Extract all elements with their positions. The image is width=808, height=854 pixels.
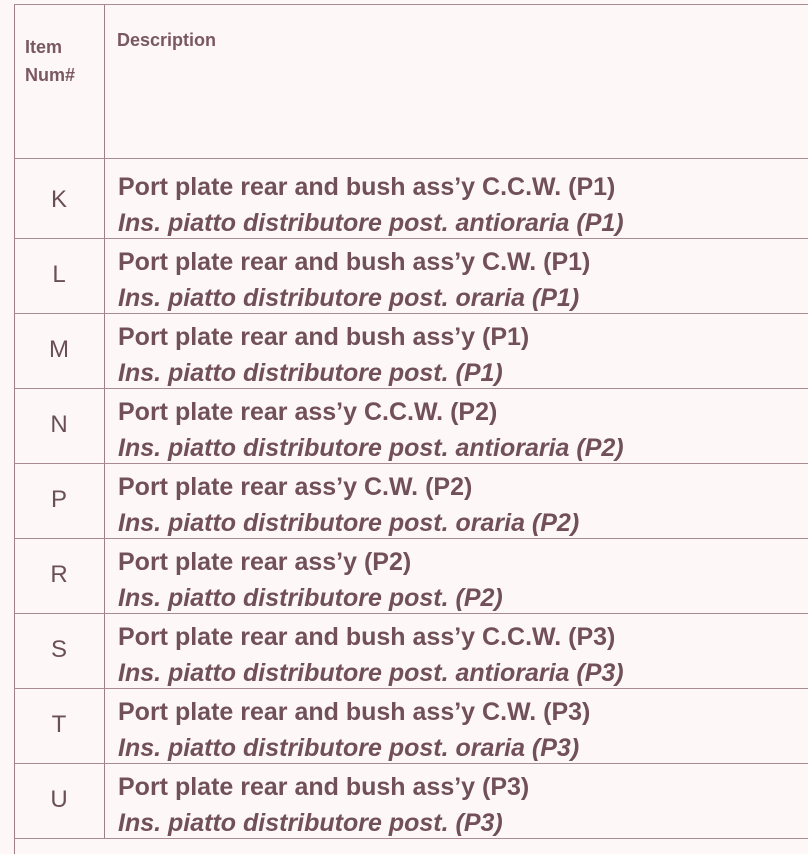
item-header-line2: Num# (25, 65, 76, 85)
description-italian: Ins. piatto distributore post. (P3) (118, 809, 503, 837)
description-english: Port plate rear and bush ass’y C.W. (P3) (118, 698, 591, 726)
description-english: Port plate rear ass’y C.C.W. (P2) (118, 398, 498, 426)
description-english: Port plate rear ass’y C.W. (P2) (118, 473, 473, 501)
table-row (14, 164, 808, 239)
table-top-border (14, 4, 808, 5)
description-english: Port plate rear and bush ass’y C.C.W. (P3) (118, 623, 616, 651)
description-italian: Ins. piatto distributore post. antioraria (P2) (118, 434, 624, 462)
item-letter: T (51, 711, 67, 738)
description-italian: Ins. piatto distributore post. oraria (P1) (118, 284, 580, 312)
table-row (14, 389, 808, 464)
description-italian: Ins. piatto distributore post. antioraria (P1) (118, 209, 624, 237)
item-header-line1: Item (25, 37, 63, 57)
description-english: Port plate rear and bush ass’y (P3) (118, 773, 530, 801)
table-row (14, 314, 808, 389)
description-english: Port plate rear and bush ass’y C.C.W. (P1) (118, 173, 616, 201)
item-letter: N (50, 411, 68, 438)
description-italian: Ins. piatto distributore post. (P2) (118, 584, 503, 612)
table-row (14, 689, 808, 764)
description-italian: Ins. piatto distributore post. antioraria (P3) (118, 659, 624, 687)
table-row (14, 239, 808, 314)
description-italian: Ins. piatto distributore post. oraria (P2) (118, 509, 580, 537)
item-letter: L (52, 261, 66, 288)
item-number-header (25, 33, 97, 89)
item-letter: S (50, 636, 67, 663)
description-english: Port plate rear ass’y (P2) (118, 548, 412, 576)
item-letter: U (50, 786, 68, 813)
description-header: Description (117, 30, 217, 50)
header-divider (14, 158, 808, 159)
table-row (14, 539, 808, 614)
item-letter: R (50, 561, 68, 588)
item-letter: M (49, 336, 69, 363)
item-letter: P (50, 486, 67, 513)
table-row (14, 614, 808, 689)
description-italian: Ins. piatto distributore post. (P1) (118, 359, 503, 387)
table-row (14, 464, 808, 539)
table-row (14, 764, 808, 839)
description-italian: Ins. piatto distributore post. oraria (P3) (118, 734, 580, 762)
item-letter: K (50, 186, 67, 213)
description-english: Port plate rear and bush ass’y C.W. (P1) (118, 248, 591, 276)
description-english: Port plate rear and bush ass’y (P1) (118, 323, 530, 351)
